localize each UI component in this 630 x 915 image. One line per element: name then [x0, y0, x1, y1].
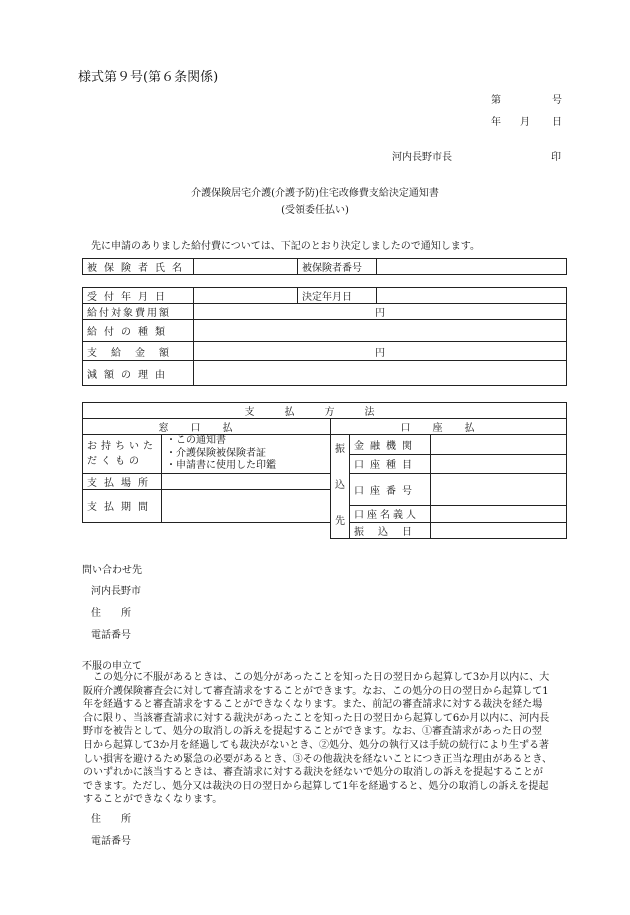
yen-unit: 円	[375, 308, 385, 319]
date-month: 月	[520, 117, 530, 128]
contact-office: 河内長野市	[91, 586, 141, 597]
decision-date-value[interactable]	[377, 288, 567, 304]
appeal-phone-label: 電話番号	[91, 836, 131, 847]
payment-place-value[interactable]	[162, 473, 331, 489]
number-suffix: 号	[552, 95, 562, 106]
kind-value[interactable]	[194, 320, 567, 342]
insured-name-label: 被保険者氏名	[83, 259, 194, 275]
account-type-label: 口座種目	[350, 455, 431, 473]
bring-item: ・申請書に使用した印鑑	[166, 460, 276, 471]
insured-name-value[interactable]	[194, 259, 298, 275]
appeal-line: この処分に不服があるときは、この処分があったことを知った日の翌日から起算して3か月以内に、大	[93, 672, 550, 683]
document-subtitle: (受領委任払い)	[281, 205, 349, 216]
insured-table	[82, 258, 567, 275]
number-prefix: 第	[491, 95, 501, 106]
appeal-line: 阪府介護保険審査会に対して審査請求をすることができます。なお、この処分の日の翌日から起算して1	[83, 685, 549, 697]
reduction-label: 減額の理由	[83, 361, 194, 386]
document-title: 介護保険居宅介護(介護予防)住宅改修費支給決定通知書	[191, 188, 439, 199]
transfer-destination-label	[331, 435, 350, 539]
transfer-date-label: 振込日	[350, 522, 431, 538]
yen-unit: 円	[375, 347, 385, 359]
bring-label-line2: だくもの	[87, 455, 143, 467]
sender-name: 河内長野市長	[392, 152, 452, 163]
amount-value[interactable]	[194, 342, 567, 361]
payment-table	[82, 402, 567, 539]
received-date-label: 受付年月日	[83, 288, 194, 304]
decision-table	[82, 287, 567, 386]
bring-item: ・この通知書	[166, 435, 226, 446]
payment-method-header: 支払方法	[83, 403, 567, 419]
bring-item: ・介護保険被保険者証	[166, 447, 266, 459]
payment-period-label: 支払期間	[83, 489, 162, 522]
appeal-line: 合に限り、当該審査請求に対する裁決があったことを知った日の翌日から起算して6か月以内に、河内長	[83, 712, 550, 724]
reduction-value[interactable]	[194, 361, 567, 386]
bring-items-label	[83, 435, 162, 474]
appeal-line: 年を経過すると審査請求をすることができなくなります。また、前記の審査請求に対する裁決を経た場	[83, 699, 543, 711]
transfer-date-value[interactable]	[431, 522, 567, 538]
bring-label-line1: お持ちいた	[87, 440, 157, 452]
payment-period-value[interactable]	[162, 489, 331, 522]
contact-address-label: 住 所	[91, 608, 131, 619]
contact-heading: 問い合わせ先	[82, 565, 142, 576]
kind-label: 給付の種類	[83, 320, 194, 342]
date-day: 日	[552, 117, 562, 128]
decision-date-label: 決定年月日	[298, 288, 377, 304]
account-number-label: 口座番号	[350, 473, 431, 505]
appeal-line: できます。ただし、処分又は裁決の日の翌日から起算して1年を経過すると、処分の取消しの訴えを提起	[83, 780, 549, 792]
appeal-line: 日から起算して3か月を経過しても裁決がないとき、②処分、処分の執行又は手続の続行により生ずる著	[83, 739, 549, 751]
bank-label: 金融機関	[350, 435, 431, 455]
bring-items-list	[162, 435, 331, 474]
appeal-line: 野市を被告として、処分の取消しの訴えを提起することができます。なお、①審査請求があった日の翌	[83, 726, 542, 738]
received-date-value[interactable]	[194, 288, 298, 304]
window-payment-header: 窓口払	[83, 419, 331, 435]
appeal-line: のいずれかに該当するときは、審査請求に対する裁決を経ないで処分の取消しの訴えを提起することが	[83, 767, 543, 779]
bank-value[interactable]	[431, 435, 567, 455]
form-number: 様式第９号(第６条関係)	[78, 70, 219, 85]
target-cost-value[interactable]	[194, 304, 567, 320]
payment-place-label: 支払場所	[83, 473, 162, 489]
account-type-value[interactable]	[431, 455, 567, 473]
account-number-value[interactable]	[431, 473, 567, 505]
intro-text: 先に申請のありました給付費については、下記のとおり決定しましたので通知します。	[91, 241, 480, 252]
target-cost-label: 給付対象費用額	[83, 304, 194, 320]
appeal-line: しい損害を避けるため緊急の必要があるとき、③その他裁決を経ないことにつき正当な理由があるとき、	[83, 753, 552, 765]
seal-mark: 印	[551, 152, 561, 163]
insured-number-label: 被保険者番号	[298, 259, 377, 275]
amount-label: 支給金額	[83, 342, 194, 361]
transfer-char: 振	[335, 444, 345, 456]
account-holder-label: 口座名義人	[350, 505, 431, 522]
appeal-address-label: 住 所	[91, 814, 131, 825]
appeal-line: することができなくなります。	[83, 794, 223, 806]
transfer-char: 先	[335, 516, 345, 528]
appeal-heading: 不服の申立て	[82, 661, 142, 672]
date-year: 年	[491, 117, 501, 128]
account-payment-header: 口座払	[331, 419, 567, 435]
transfer-char: 込	[335, 480, 345, 492]
account-holder-value[interactable]	[431, 505, 567, 522]
insured-number-value[interactable]	[377, 259, 567, 275]
appeal-body	[83, 671, 552, 807]
contact-phone-label: 電話番号	[91, 630, 131, 641]
